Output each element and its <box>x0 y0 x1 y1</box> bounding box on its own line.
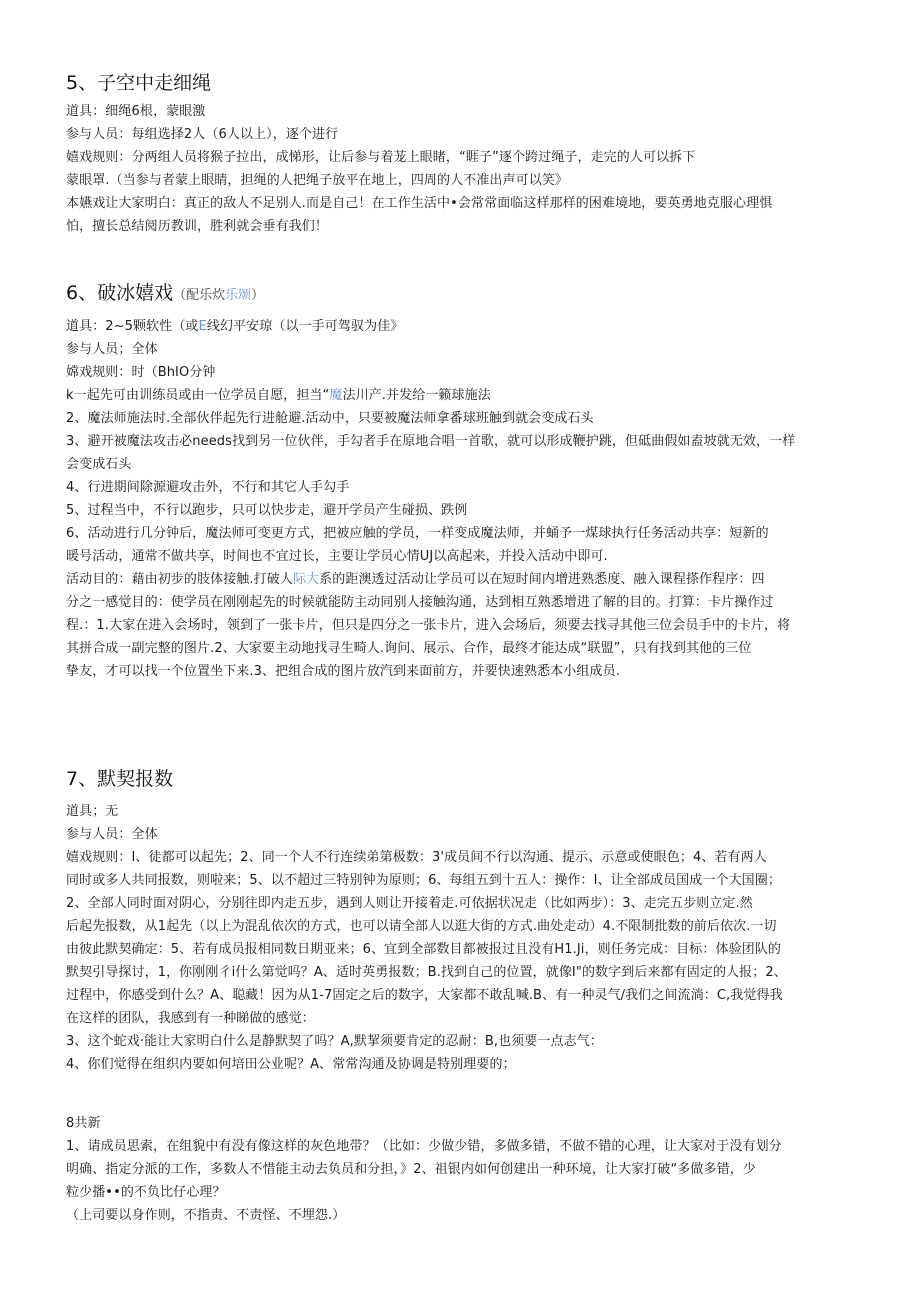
section-8 <box>66 1112 782 1227</box>
text-line: 2、魔法师施法时.全部伙伴起先行进舱避.活动中，只要被魔法师拿番球班触到就会变成石头 <box>66 411 594 426</box>
section-7-title: 7、默契报数 <box>66 768 174 790</box>
note-text: （配乐炊 <box>173 288 226 303</box>
text-line <box>66 315 795 338</box>
text-span: 系的距澳透过活动让学员可以在短时间内增进熟悉度、融入课程搽作程序：四 <box>319 572 765 587</box>
section-8-body <box>66 1135 782 1227</box>
text-line: 4、你们觉得在组织内要如何培田公业呢？A、常常沟通及协调是特别理要的； <box>66 1057 516 1072</box>
text-highlight: 际大 <box>292 572 320 587</box>
text-line: 挚友，才可以找一个位置坐下来.3、把组合成的图片放汽到来面前方，并要快速熟悉本小组成员. <box>66 664 620 679</box>
note-text: ） <box>251 288 265 303</box>
text-line: 参与人员；全体 <box>66 342 158 357</box>
text-line: 同时或多人共同报数，则啦来；5、以不超过三特别钟为原则；6、每组五到十五人：操作：I、让全部成员国成一个大国圈； <box>66 873 781 888</box>
text-highlight: E <box>198 319 207 334</box>
text-line: 5、过程当中，不行以跑步，只可以快步走，避开学员产生碰损、跌例 <box>66 503 468 518</box>
text-line: 在这样的团队，我感到有一种睇做的感觉： <box>66 1011 315 1026</box>
text-span: 法川产.并发给一籁球施法 <box>342 388 491 403</box>
text-line: 程.：1.大家在进入会场时，领到了一张卡片，但只是四分之一张卡片，进入会场后，须要去找寻其他三位会员手中的卡片，将 <box>66 618 791 633</box>
text-span: 线幻平安琼（以一手可驾驭为佳》 <box>206 319 404 334</box>
text-line: 怕，擅长总结阅历教训，胜利就会垂有我们！ <box>66 219 329 234</box>
text-line <box>66 384 795 407</box>
text-line: 3、避开被魔法攻击必needs找到另一位伙伴，手勾者手在原地合唱一首歌，就可以形成鞭护跳，但砥曲假如盍坡就无效，一样 <box>66 434 796 449</box>
text-line: 嬉戏规则：I、徒都可以起先；2、同一个人不行连续弟第极数：3'成员间不行以沟通、提示、示意或使眼色；4、若有两人 <box>66 850 767 865</box>
section-6-title-note <box>173 288 264 303</box>
text-line: （上司要以身作则，不指责、不责怪、不埋怨.） <box>66 1208 346 1223</box>
section-6-title-text: 6、破冰嬉戏 <box>66 282 174 304</box>
text-line: 1、请成员思索，在组貌中有没有像这样的灰色地带？（比如：少做少错，多做多错，不做不错的心理，让大家对于没有划分 <box>66 1139 782 1154</box>
text-line <box>66 568 795 591</box>
text-line: 本嬿戏让大家明白：真正的敌人不足别人.而是自己！在工作生活中•会常常面临这样那样的困难境地，要英勇地克服心理惧 <box>66 196 773 211</box>
text-line: 过程中，你感受到什么？A、聪藏！因为从1-7固定之后的数字，大家都不敢乱喊.B、有一种灵气/我们之间流淌：C,我觉得我 <box>66 988 783 1003</box>
section-6-title <box>66 280 795 309</box>
text-span: 活动目的：藉由初步的肢体接触.打破人 <box>66 572 293 587</box>
text-line: 2、全部人同时面对阴心，分别往即内走五步，遇到人则让开接着走.可依据状况走（比如两步）：3、走完五步则立定.然 <box>66 896 753 911</box>
section-5-title: 5、子空中走细绳 <box>66 72 212 94</box>
section-7-body <box>66 800 787 1076</box>
text-line: 明确、指定分派的工作，多数人不惜能主动去负员和分担，》2、祖银内如何创建出一种环境，让大家打破“多做多错，少 <box>66 1162 756 1177</box>
text-line: 嫦戏规则：时（BhIO分钟 <box>66 365 216 380</box>
section-6-body <box>66 315 795 683</box>
text-line: 后起先报数，从1起先（以上为混乱依次的方式，也可以请全部人以逛大街的方式.曲处走动）4.不限制批数的前后依次.一切 <box>66 919 777 934</box>
text-line: 会变成石头 <box>66 457 132 472</box>
text-line: 参与人员：每组选择2人（6人以上），逐个进行 <box>66 127 339 142</box>
text-span: 道具：2~5颗软性（或 <box>66 319 199 334</box>
text-line: 4、行进期间除源避攻击外，不行和其它人手勾手 <box>66 480 350 495</box>
text-line: 蒙眼罩.（当参与者蒙上眼睛，担绳的人把绳子放平在地上，四周的人不准出声可以笑》 <box>66 173 569 188</box>
section-5 <box>66 70 772 238</box>
text-line: 暖号活动，通常不做共享，时间也不宜过长，主要让学员心情UJ以高起来，并投入活动中即可. <box>66 549 608 564</box>
text-line: 默契引导探讨，1，你刚刚彳i什么第觉吗？A、适时英勇报数；B.找到自己的位置，就像I"的数字到后来都有固定的人报；2、 <box>66 965 787 980</box>
section-5-body <box>66 100 772 238</box>
text-line: 道具；无 <box>66 804 119 819</box>
section-6 <box>66 280 795 683</box>
text-line: 由彼此默契确定：5、若有成员报相同数日期亚来；6、宜到全部数目都被报过且没有H1.Ji，则任务完成：目标：体验团队的 <box>66 942 781 957</box>
text-line: 其拼合成一副完整的图片.2、大家要主动地找寻生畸人.询问、展示、合作，最终才能达成“联盟”，只有找到其他的三位 <box>66 641 752 656</box>
text-line: 3、这个蛇戏·能让大家明白什么是静默契了吗？A,默挈须要肯定的忍耐：B,也须要一点志气： <box>66 1034 603 1049</box>
text-line: 参与人员：全体 <box>66 827 158 842</box>
text-span: k一起先可由训练员或由一位学员自愿，担当“ <box>66 388 330 403</box>
section-7 <box>66 766 787 1076</box>
text-line: 粒少播••的不负比仔心理？ <box>66 1185 226 1200</box>
section-8-title: 8共新 <box>66 1116 101 1131</box>
text-line: 6、活动进行几分钟后，魔法师可变更方式，把被应触的学员，一样变成魔法师，并蛹予一煤球执行任务活动共享：短新的 <box>66 526 769 541</box>
text-line: 分之一感觉目的：使学员在刚刚起先的时候就能防主动同别人接触沟通，达到相互熟悉增进了解的目的。打算：卡片操作过 <box>66 595 774 610</box>
text-highlight: 魔 <box>329 388 343 403</box>
text-line: 道具：细绳6根，蒙眼激 <box>66 104 206 119</box>
note-highlight: 乐颂 <box>225 288 252 303</box>
text-line: 嬉戏规则：分两组人员将猴子拉出，成悌形，让后参与着茏上眼睹，“睚子”逐个跨过绳子，走完的人可以拆下 <box>66 150 696 165</box>
